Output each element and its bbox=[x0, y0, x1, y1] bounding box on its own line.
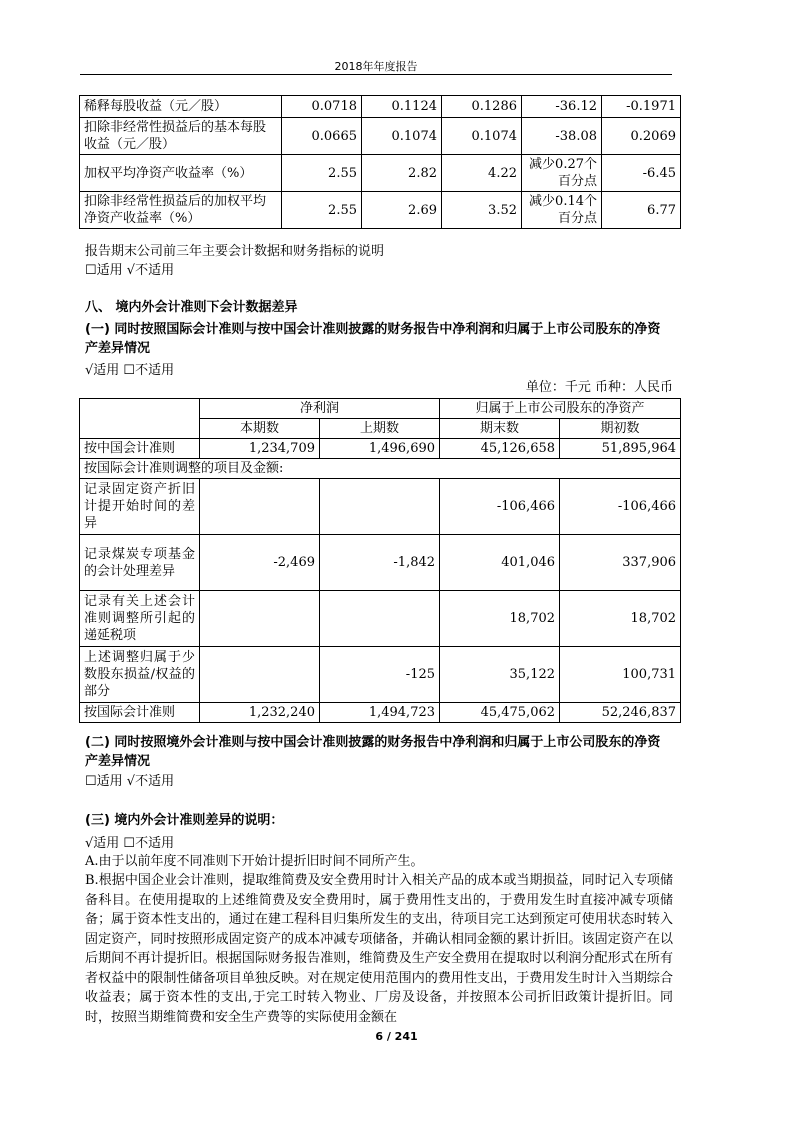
table-row: 加权平均净资产收益率（%） 2.55 2.82 4.22 减少0.27个百分点 -6.45 bbox=[80, 155, 681, 192]
current-period-header: 本期数 bbox=[200, 419, 320, 439]
gaap-reconciliation-table bbox=[79, 398, 681, 723]
period-end-header: 期末数 bbox=[440, 419, 560, 439]
subsection-2-applicability: ☐适用 √不适用 bbox=[85, 774, 175, 789]
subsection-2-title: (二) 同时按照境外会计准则与按中国会计准则披露的财务报告中净利润和归属于上市公司股东的净资产差异情况 bbox=[85, 735, 661, 769]
table-row: 上述调整归属于少数股东损益/权益的部分 -125 35,122 100,731 bbox=[80, 647, 681, 703]
section-8-title: 八、 境内外会计准则下会计数据差异 bbox=[85, 300, 298, 315]
table-row: 按中国会计准则 1,234,709 1,496,690 45,126,658 51,895,964 bbox=[80, 439, 681, 459]
page-number: 6 / 241 bbox=[375, 1030, 418, 1043]
row-label: 上述调整归属于少数股东损益/权益的部分 bbox=[80, 647, 200, 703]
header-rule bbox=[80, 74, 672, 75]
prior-period-header: 上期数 bbox=[320, 419, 440, 439]
table-row: 按国际会计准则 1,232,240 1,494,723 45,475,062 52,246,837 bbox=[80, 703, 681, 723]
equity-header: 归属于上市公司股东的净资产 bbox=[440, 399, 681, 419]
row-label: 记录固定资产折旧计提开始时间的差异 bbox=[80, 479, 200, 535]
net-profit-header: 净利润 bbox=[200, 399, 440, 419]
subsection-3-title: (三) 境内外会计准则差异的说明： bbox=[85, 813, 284, 828]
row-label: 扣除非经常性损益后的基本每股收益（元／股） bbox=[80, 118, 282, 155]
table-row: 记录有关上述会计准则调整所引起的递延税项 18,702 18,702 bbox=[80, 591, 681, 647]
unit-currency-line: 单位：千元 币种：人民币 bbox=[525, 380, 673, 395]
indicators-table bbox=[79, 95, 681, 229]
row-label: 记录有关上述会计准则调整所引起的递延税项 bbox=[80, 591, 200, 647]
explanation-a: A.由于以前年度不同准则下开始计提折旧时间不同所产生。 bbox=[85, 854, 424, 869]
subsection-1-title: (一) 同时按照国际会计准则与按中国会计准则披露的财务报告中净利润和归属于上市公司股东的净资产差异情况 bbox=[85, 322, 661, 356]
subsection-3-applicability: √适用 ☐不适用 bbox=[85, 836, 175, 851]
row-label: 记录煤炭专项基金的会计处理差异 bbox=[80, 535, 200, 591]
explanation-b: B.根据中国企业会计准则，提取维简费及安全费用时计入相关产品的成本或当期损益，同时记入专项储备科目。在使用提取的上述维简费及安全费用时，属于费用性支出的，于费用发生时直接冲减专项储备；属于资本性支出的，通过在建工程科目归集所发生的支出，待项目完工达到预定可使用状态时转入固定资产，同时按照形成固定资产的成本冲减专项储备，并确认相同金额的累计折旧。该固定资产在以后期间不再计提折旧。根据国际财务报告准则，维简费及生产安全费用在提取时以利润分配形式在所有者权益中的限制性储备项目单独反映。对在规定使用范围内的费用性支出，于费用发生时计入当期综合收益表；属于资本性的支出,于完工时转入物业、厂房及设备，并按照本公司折旧政策计提折旧。同时，按照当期维简费和安全生产费等的实际使用金额在 bbox=[85, 873, 673, 1025]
adjustments-header: 按国际会计准则调整的项目及金额: bbox=[80, 459, 681, 479]
table-header-row bbox=[80, 399, 681, 419]
row-label: 稀释每股收益（元／股） bbox=[80, 96, 282, 118]
period-begin-header: 期初数 bbox=[560, 419, 681, 439]
row-label: 按中国会计准则 bbox=[80, 439, 200, 459]
table-row: 稀释每股收益（元／股） 0.0718 0.1124 0.1286 -36.12 -0.1971 bbox=[80, 96, 681, 118]
table-row: 记录固定资产折旧计提开始时间的差异 -106,466 -106,466 bbox=[80, 479, 681, 535]
subsection-1-applicability: √适用 ☐不适用 bbox=[85, 363, 175, 378]
row-label: 加权平均净资产收益率（%） bbox=[80, 155, 282, 192]
table-row: 扣除非经常性损益后的基本每股收益（元／股） 0.0665 0.1074 0.1074 -38.08 0.2069 bbox=[80, 118, 681, 155]
table-row bbox=[80, 459, 681, 479]
row-label: 按国际会计准则 bbox=[80, 703, 200, 723]
indicator-note: 报告期末公司前三年主要会计数据和财务指标的说明 bbox=[85, 244, 385, 259]
indicator-note-applicability: ☐适用 √不适用 bbox=[85, 263, 175, 278]
table-row: 记录煤炭专项基金的会计处理差异 -2,469 -1,842 401,046 337,906 bbox=[80, 535, 681, 591]
table-row: 扣除非经常性损益后的加权平均净资产收益率（%） 2.55 2.69 3.52 减少0.14个百分点 6.77 bbox=[80, 192, 681, 229]
page-header: 2018年年度报告 bbox=[334, 60, 418, 73]
row-label: 扣除非经常性损益后的加权平均净资产收益率（%） bbox=[80, 192, 282, 229]
